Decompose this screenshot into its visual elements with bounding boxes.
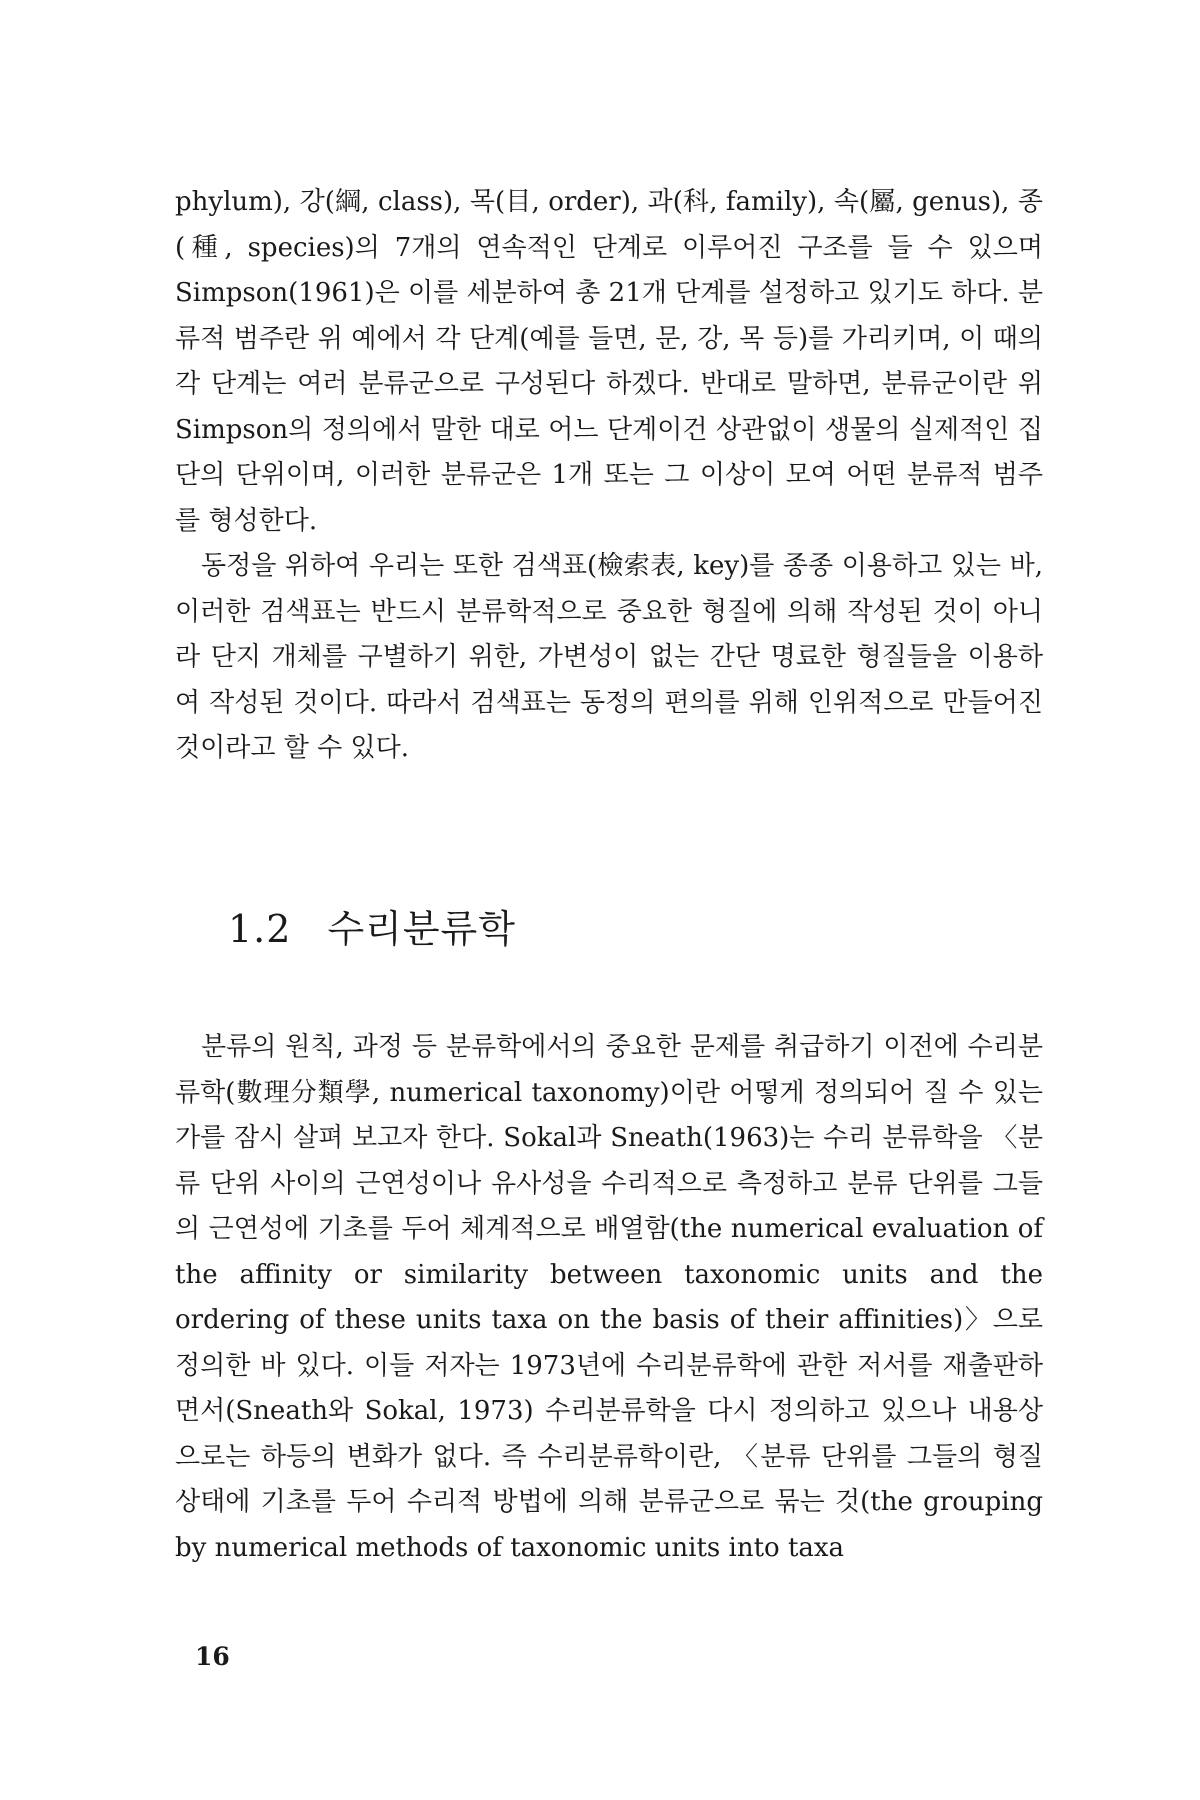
paragraph-taxonomic-ranks: phylum), 강(綱, class), 목(目, order), 과(科, family), 속(屬, genus), 종(種, species)의 7개의 연속적인 단계로 이루어진 구조를 들 수 있으며 Simpson(1961)은 이를 세분하여 총 21개 단계를 설정하고 있기도 하다. 분류적 범주란 위 예에서 각 단계(예를 들면, 문, 강, 목 등)를 가리키며, 이 때의 각 단계는 여러 분류군으로 구성된다 하겠다. 반대로 말하면, 분류군이란 위 Simpson의 정의에서 말한 대로 어느 단계이건 상관없이 생물의 실제적인 집단의 단위이며, 이러한 분류군은 1개 또는 그 이상이 모여 어떤 분류적 범주를 형성한다. (175, 187, 1043, 536)
body-text-bottom (175, 1025, 1043, 1571)
section-number: 1.2 (228, 907, 292, 951)
paragraph-numerical-taxonomy: 분류의 원칙, 과정 등 분류학에서의 중요한 문제를 취급하기 이전에 수리분류학(數理分類學, numerical taxonomy)이란 어떻게 정의되어 질 수 있는 가를 잠시 살펴 보고자 한다. Sokal과 Sneath(1963)는 수리 분류학을 〈분류 단위 사이의 근연성이나 유사성을 수리적으로 측정하고 분류 단위를 그들의 근연성에 기초를 두어 체계적으로 배열함(the numerical evaluation of the affinity or similarity between taxonomic units and the ordering of these units taxa on the basis of their affinities)〉으로 정의한 바 있다. 이들 저자는 1973년에 수리분류학에 관한 저서를 재출판하면서(Sneath와 Sokal, 1973) 수리분류학을 다시 정의하고 있으나 내용상으로는 하등의 변화가 없다. 즉 수리분류학이란, 〈분류 단위를 그들의 형질 상태에 기초를 두어 수리적 방법에 의해 분류군으로 묶는 것(the grouping by numerical methods of taxonomic units into taxa (175, 1032, 1043, 1563)
body-text-top (175, 180, 1043, 772)
section-title: 수리분류학 (327, 907, 516, 951)
section-heading (228, 898, 516, 953)
page-number: 16 (195, 1642, 230, 1671)
paragraph-identification-key: 동정을 위하여 우리는 또한 검색표(檢索表, key)를 종종 이용하고 있는 바, 이러한 검색표는 반드시 분류학적으로 중요한 형질에 의해 작성된 것이 아니라 단지 개체를 구별하기 위한, 가변성이 없는 간단 명료한 형질들을 이용하여 작성된 것이다. 따라서 검색표는 동정의 편의를 위해 인위적으로 만들어진 것이라고 할 수 있다. (175, 551, 1043, 763)
